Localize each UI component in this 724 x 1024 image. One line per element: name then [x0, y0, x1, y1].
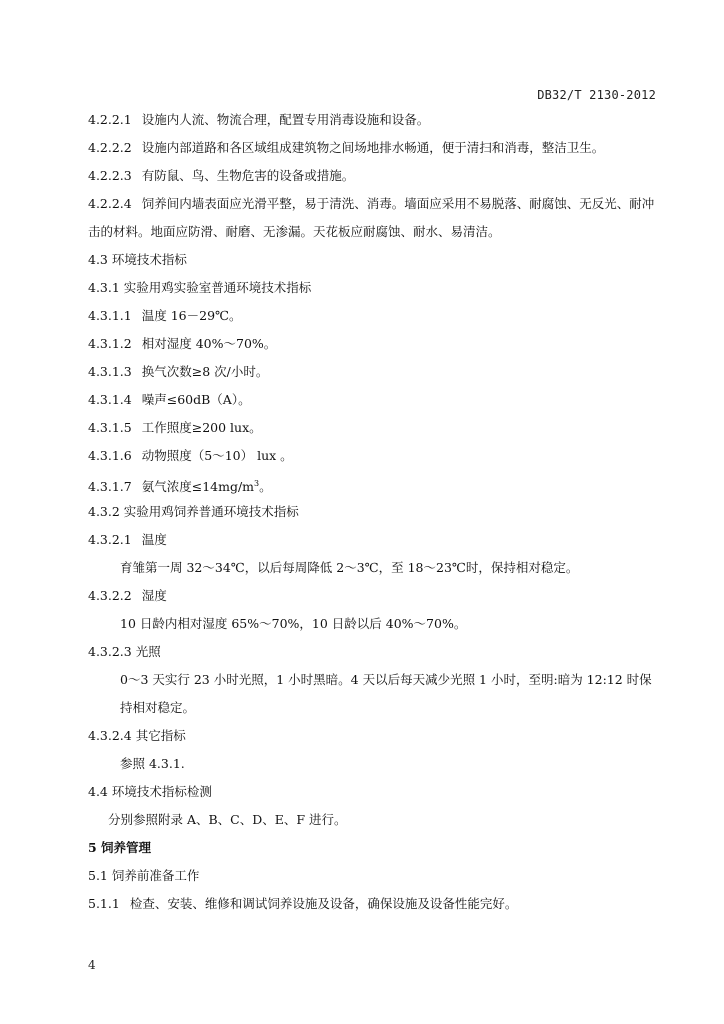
- clause-text: 有防鼠、鸟、生物危害的设备或措施。: [141, 168, 355, 183]
- clause-number: 4.3.1.2: [88, 336, 132, 351]
- clause-number: 4.2.2.3: [88, 168, 132, 183]
- clause-number: 4.3.1.1: [88, 308, 132, 323]
- section-heading-4-3-2-4: 4.3.2.4 其它指标: [88, 728, 186, 743]
- clause-4-2-2-1: [88, 106, 658, 134]
- paragraph-detection: 分别参照附录 A、B、C、D、E、F 进行。: [108, 812, 347, 827]
- clause-text: 温度: [141, 532, 167, 547]
- clause-text: 湿度: [141, 588, 167, 603]
- clause-text: 检查、安装、维修和调试饲养设施及设备，确保设施及设备性能完好。: [129, 896, 518, 911]
- clause-text: 相对湿度 40%～70%。: [141, 336, 277, 351]
- clause-text: 设施内部道路和各区域组成建筑物之间场地排水畅通，便于清扫和消毒，整洁卫生。: [141, 140, 605, 155]
- clause-number: 4.3.2.1: [88, 532, 132, 547]
- section-heading-4-3: 4.3 环境技术指标: [88, 252, 187, 267]
- clause-number: 4.2.2.1: [88, 112, 132, 127]
- clause-number: 4.3.1.4: [88, 392, 132, 407]
- paragraph-lighting: 0～3 天实行 23 小时光照，1 小时黑暗。4 天以后每天减少光照 1 小时，至明:暗为 12:12 时保持相对稳定。: [120, 672, 652, 715]
- clause-number: 4.3.1.3: [88, 364, 132, 379]
- clause-4-2-2-3: [88, 162, 658, 190]
- section-heading-4-3-2: 4.3.2 实验用鸡饲养普通环境技术指标: [88, 504, 299, 519]
- clause-number: 4.3.2.2: [88, 588, 132, 603]
- section-heading-5: 5 饲养管理: [88, 840, 152, 855]
- section-heading-5-1: 5.1 饲养前准备工作: [88, 868, 200, 883]
- document-body: [88, 106, 658, 918]
- clause-text: 工作照度≥200 lux。: [141, 420, 262, 435]
- superscript: 3: [254, 479, 260, 488]
- clause-4-2-2-2: [88, 134, 658, 162]
- clause-number: 4.2.2.4: [88, 196, 132, 211]
- section-heading-4-3-1: 4.3.1 实验用鸡实验室普通环境技术指标: [88, 280, 312, 295]
- paragraph-humidity: 10 日龄内相对湿度 65%～70%，10 日龄以后 40%～70%。: [120, 616, 467, 631]
- clause-5-1-1: [88, 890, 658, 918]
- clause-number: 4.2.2.2: [88, 140, 132, 155]
- document-code: DB32/T 2130-2012: [537, 88, 656, 102]
- clause-text: 温度 16－29℃。: [141, 308, 242, 323]
- clause-text: 噪声≤60dB（A）。: [141, 392, 251, 407]
- clause-text: 动物照度（5～10） lux 。: [141, 448, 293, 463]
- clause-text: 饲养间内墙表面应光滑平整，易于清洗、消毒。墙面应采用不易脱落、耐腐蚀、无反光、耐冲击的材料。地面应防滑、耐磨、无渗漏。天花板应耐腐蚀、耐水、易清洁。: [88, 196, 655, 239]
- clause-number: 5.1.1: [88, 896, 120, 911]
- clause-number: 4.3.1.5: [88, 420, 132, 435]
- clause-4-3-1-5: [88, 414, 658, 442]
- clause-number: 4.3.1.6: [88, 448, 132, 463]
- section-heading-4-3-2-3: 4.3.2.3 光照: [88, 644, 161, 659]
- page-number: 4: [88, 958, 96, 972]
- clause-text-tail: 。: [259, 479, 272, 495]
- clause-4-2-2-4: [88, 190, 658, 246]
- paragraph-other-indicators: 参照 4.3.1.: [120, 756, 185, 771]
- clause-4-3-2-2: [88, 582, 658, 610]
- clause-4-3-1-3: [88, 358, 658, 386]
- clause-4-3-1-7: [88, 470, 658, 498]
- section-heading-4-4: 4.4 环境技术指标检测: [88, 784, 212, 799]
- clause-number: 4.3.1.7: [88, 479, 132, 495]
- clause-4-3-1-1: [88, 302, 658, 330]
- clause-4-3-1-2: [88, 330, 658, 358]
- clause-4-3-1-4: [88, 386, 658, 414]
- clause-text: 氨气浓度≤14mg/m: [141, 479, 255, 495]
- paragraph-temperature: 育雏第一周 32～34℃，以后每周降低 2～3℃，至 18～23℃时，保持相对稳定。: [120, 560, 579, 575]
- clause-text: 设施内人流、物流合理，配置专用消毒设施和设备。: [141, 112, 430, 127]
- clause-4-3-2-1: [88, 526, 658, 554]
- clause-text: 换气次数≥8 次/小时。: [141, 364, 269, 379]
- clause-4-3-1-6: [88, 442, 658, 470]
